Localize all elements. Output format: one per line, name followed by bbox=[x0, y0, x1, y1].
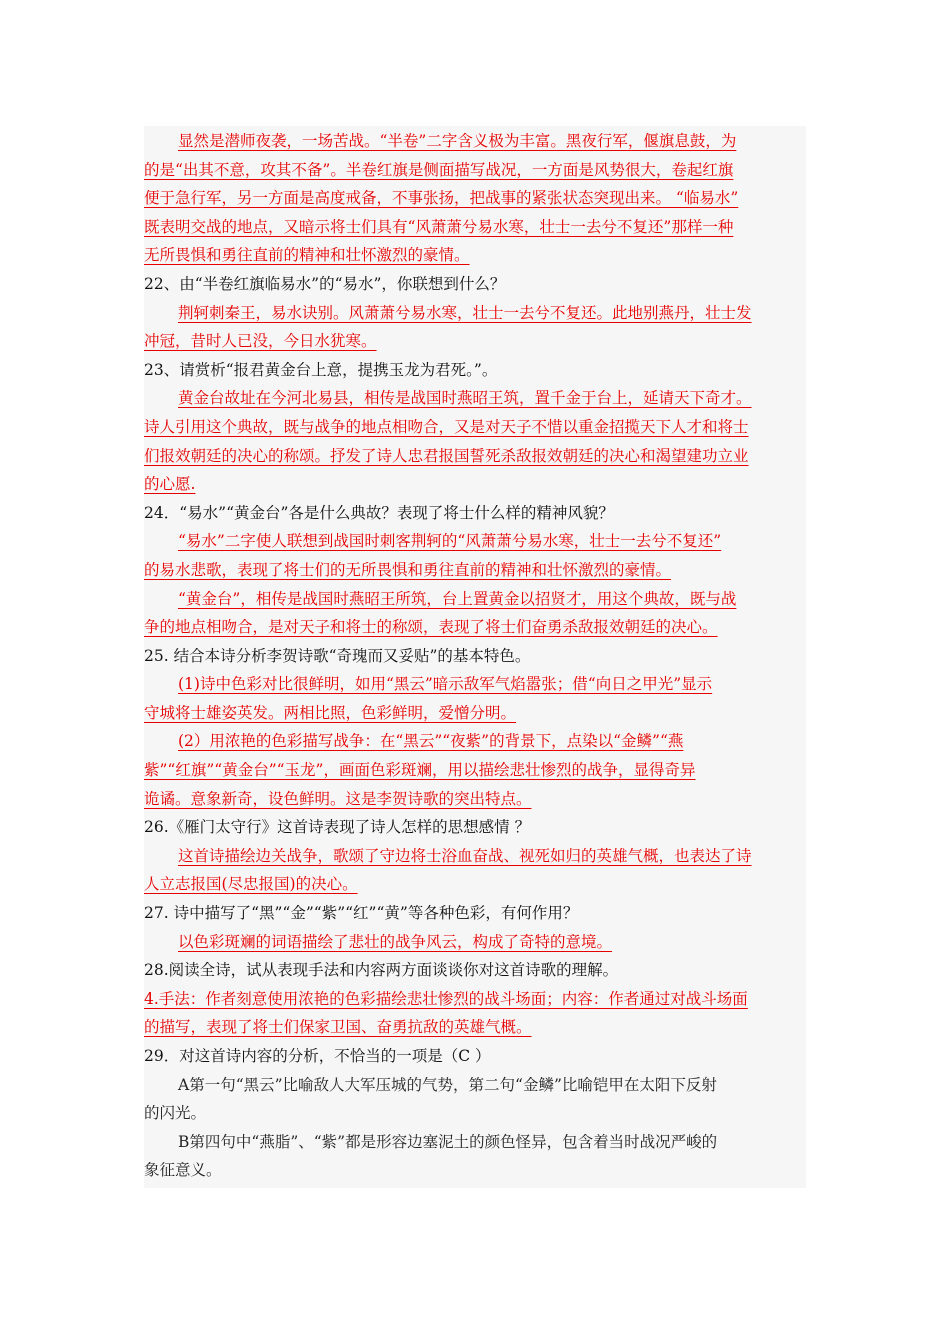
question-line bbox=[144, 356, 808, 385]
line-text: 这首诗描绘边关战争，歌颂了守边将士浴血奋战、视死如归的英雄气概，也表达了诗 bbox=[178, 846, 752, 865]
line-text: 象征意义。 bbox=[144, 1161, 222, 1180]
answer-line bbox=[144, 241, 808, 270]
line-text: 的闪光。 bbox=[144, 1104, 207, 1123]
line-text: (1)诗中色彩对比很鲜明，如用“黑云”暗示敌军气焰嚣张；借“向日之甲光”显示 bbox=[178, 675, 713, 694]
answer-line bbox=[144, 299, 808, 328]
question-line bbox=[144, 813, 808, 842]
answer-line bbox=[144, 585, 808, 614]
option-line bbox=[144, 1156, 808, 1185]
line-text: 24．“易水”“黄金台”各是什么典故？表现了将士什么样的精神风貌？ bbox=[144, 503, 614, 522]
line-text: 22、由“半卷红旗临易水”的“易水”，你联想到什么？ bbox=[144, 274, 506, 293]
question-line bbox=[144, 899, 808, 928]
answer-line bbox=[144, 870, 808, 899]
line-text: 4.手法：作者刻意使用浓艳的色彩描绘悲壮惨烈的战斗场面；内容：作者通过对战斗场面 bbox=[144, 989, 748, 1008]
question-line bbox=[144, 499, 808, 528]
line-text: 黄金台故址在今河北易县，相传是战国时燕昭王筑，置千金于台上，延请天下奇才。 bbox=[178, 389, 752, 408]
answer-line bbox=[144, 213, 808, 242]
line-text: “黄金台”，相传是战国时燕昭王所筑，台上置黄金以招贤才，用这个典故，既与战 bbox=[178, 589, 737, 608]
line-text: (2）用浓艳的色彩描写战争：在“黑云”“夜紫”的背景下，点染以“金鳞”“燕 bbox=[178, 732, 684, 751]
line-text: 争的地点相吻合，是对天子和将士的称颂，表现了将士们奋勇杀敌报效朝廷的决心。 bbox=[144, 618, 718, 637]
answer-line bbox=[144, 985, 808, 1014]
line-text: 以色彩斑斓的词语描绘了悲壮的战争风云，构成了奇特的意境。 bbox=[178, 932, 613, 951]
line-text: 的描写，表现了将士们保家卫国、奋勇抗敌的英雄气概。 bbox=[144, 1018, 532, 1037]
option-line bbox=[144, 1099, 808, 1128]
document-body bbox=[144, 127, 808, 1185]
answer-line bbox=[144, 556, 808, 585]
line-text: 诗人引用这个典故，既与战争的地点相吻合，又是对天子不惜以重金招揽天下人才和将士 bbox=[144, 417, 749, 436]
line-text: 冲冠，昔时人已没，今日水犹寒。 bbox=[144, 332, 377, 351]
line-text: 23、请赏析“报君黄金台上意，提携玉龙为君死。”。 bbox=[144, 360, 498, 379]
answer-line bbox=[144, 442, 808, 471]
question-line bbox=[144, 1042, 808, 1071]
answer-line bbox=[144, 156, 808, 185]
line-text: 荆轲刺秦王，易水诀别。风萧萧兮易水寒，壮士一去兮不复还。此地别燕丹，壮士发 bbox=[178, 303, 752, 322]
line-text: 无所畏惧和勇往直前的精神和壮怀激烈的豪情。 bbox=[144, 246, 470, 265]
line-text: 的易水悲歌，表现了将士们的无所畏惧和勇往直前的精神和壮怀激烈的豪情。 bbox=[144, 560, 672, 579]
line-text: 紫”“红旗”“黄金台”“玉龙”，画面色彩斑斓，用以描绘悲壮惨烈的战争，显得奇异 bbox=[144, 761, 696, 780]
line-text: 守城将士雄姿英发。两相比照，色彩鲜明，爱憎分明。 bbox=[144, 703, 517, 722]
answer-line bbox=[144, 928, 808, 957]
line-text: 28.阅读全诗，试从表现手法和内容两方面谈谈你对这首诗歌的理解。 bbox=[144, 961, 619, 980]
answer-line bbox=[144, 327, 808, 356]
answer-line bbox=[144, 127, 808, 156]
answer-line bbox=[144, 413, 808, 442]
line-text: 25. 结合本诗分析李贺诗歌“奇瑰而又妥贴”的基本特色。 bbox=[144, 646, 531, 665]
question-line bbox=[144, 270, 808, 299]
answer-line bbox=[144, 613, 808, 642]
question-line bbox=[144, 642, 808, 671]
answer-line bbox=[144, 1013, 808, 1042]
line-text: B第四句中“燕脂”、“紫”都是形容边塞泥土的颜色怪异，包含着当时战况严峻的 bbox=[178, 1132, 718, 1151]
line-text: 27. 诗中描写了“黑”“金”“紫”“红”“黄”等各种色彩，有何作用？ bbox=[144, 904, 579, 923]
answer-line bbox=[144, 756, 808, 785]
answer-line bbox=[144, 842, 808, 871]
answer-line bbox=[144, 670, 808, 699]
answer-line bbox=[144, 527, 808, 556]
question-line bbox=[144, 956, 808, 985]
line-text: 的心愿. bbox=[144, 475, 196, 494]
line-text: 29．对这首诗内容的分析，不恰当的一项是（C ） bbox=[144, 1047, 491, 1065]
answer-line bbox=[144, 470, 808, 499]
answer-line bbox=[144, 727, 808, 756]
option-line bbox=[144, 1071, 808, 1100]
answer-line bbox=[144, 785, 808, 814]
line-text: 26.《雁门太守行》这首诗表现了诗人怎样的思想感情 ？ bbox=[144, 818, 531, 837]
option-line bbox=[144, 1128, 808, 1157]
answer-line bbox=[144, 699, 808, 728]
line-text: 们报效朝廷的决心的称颂。抒发了诗人忠君报国誓死杀敌报效朝廷的决心和渴望建功立业 bbox=[144, 446, 749, 465]
line-text: “易水”二字使人联想到战国时刺客荆轲的“风萧萧兮易水寒，壮士一去兮不复还” bbox=[178, 532, 722, 551]
line-text: 诡谲。意象新奇，设色鲜明。这是李贺诗歌的突出特点。 bbox=[144, 789, 532, 808]
line-text: 既表明交战的地点，又暗示将士们具有“风萧萧兮易水寒，壮士一去兮不复还”那样一种 bbox=[144, 217, 734, 236]
line-text: A第一句“黑云”比喻敌人大军压城的气势，第二句“金鳞”比喻铠甲在太阳下反射 bbox=[178, 1075, 717, 1094]
line-text: 的是“出其不意，攻其不备”。半卷红旗是侧面描写战况，一方面是风势很大，卷起红旗 bbox=[144, 160, 734, 179]
line-text: 显然是潜师夜袭，一场苦战。“半卷”二字含义极为丰富。黑夜行军，偃旗息鼓，为 bbox=[178, 132, 737, 150]
answer-line bbox=[144, 184, 808, 213]
line-text: 人立志报国(尽忠报国)的决心。 bbox=[144, 875, 358, 894]
answer-line bbox=[144, 384, 808, 413]
line-text: 便于急行军，另一方面是高度戒备，不事张扬，把战事的紧张状态突现出来。 “临易水” bbox=[144, 189, 739, 208]
